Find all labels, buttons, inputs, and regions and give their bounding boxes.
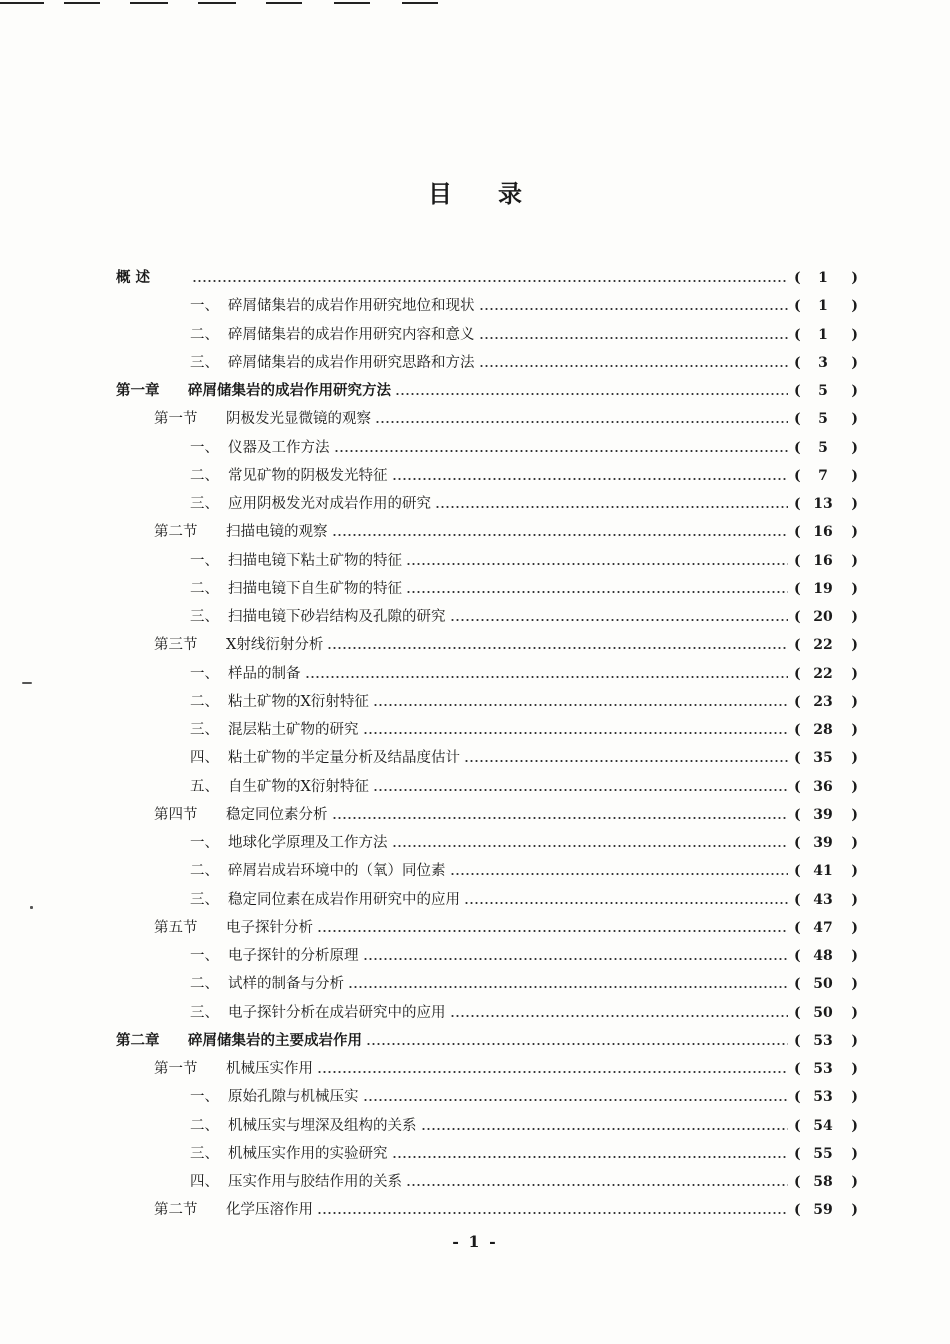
toc-entry-number: 二、 — [190, 580, 219, 597]
edge-mark — [130, 2, 168, 4]
page-value: 43 — [813, 891, 833, 908]
open-paren: ( — [794, 665, 801, 682]
page-value: 47 — [813, 919, 833, 936]
page-value: 1 — [818, 326, 828, 343]
toc-entry-number: 一、 — [190, 835, 219, 851]
toc-entry-page — [792, 1140, 858, 1168]
toc-entry-page — [792, 547, 858, 575]
close-paren: ) — [851, 863, 858, 880]
toc-entry-page — [792, 942, 858, 970]
toc-entry-number: 四、 — [190, 750, 219, 767]
toc-entry-page — [792, 744, 858, 772]
toc-entry-title: 粘土矿物的半定量分析及结晶度估计 — [228, 750, 460, 767]
close-paren: ) — [851, 298, 858, 315]
toc-entry[interactable] — [190, 660, 858, 688]
toc-entry-number: 二、 — [190, 467, 219, 484]
toc-entry-number: 五、 — [190, 778, 219, 795]
dot-leader — [479, 337, 789, 339]
open-paren: ( — [794, 693, 801, 710]
toc-entry-number: 第一节 — [154, 1061, 198, 1077]
toc-entry-page — [792, 660, 858, 688]
toc-entry-title: 电子探针分析 — [226, 919, 313, 936]
dot-leader — [421, 1128, 789, 1130]
page-value: 22 — [813, 665, 833, 682]
toc-entry-number: 概 述 — [116, 269, 151, 286]
toc-entry-title: 碎屑储集岩的成岩作用研究思路和方法 — [228, 354, 475, 371]
toc-entry[interactable] — [190, 1168, 858, 1196]
page-value: 5 — [818, 439, 828, 456]
toc-entry-page — [792, 886, 858, 914]
toc-entry-number: 三、 — [190, 1004, 219, 1021]
edge-mark — [334, 2, 370, 4]
close-paren: ) — [851, 835, 858, 851]
dot-leader — [373, 704, 788, 706]
page-value: 53 — [813, 1061, 833, 1077]
toc-entry[interactable] — [190, 886, 858, 914]
open-paren: ( — [794, 1032, 801, 1049]
toc-entry-number: 三、 — [190, 722, 219, 738]
close-paren: ) — [851, 354, 858, 371]
toc-entry-number: 二、 — [190, 326, 219, 343]
toc-entry-title: 混层粘土矿物的研究 — [228, 722, 359, 738]
toc-entry[interactable] — [154, 1055, 858, 1083]
open-paren: ( — [794, 496, 801, 512]
page-value: 28 — [813, 722, 833, 738]
toc-entry-title: 碎屑储集岩的主要成岩作用 — [188, 1031, 362, 1049]
toc-entry-number: 第一章 — [116, 382, 160, 399]
toc-entry[interactable] — [190, 1112, 858, 1140]
page-value: 53 — [813, 1089, 833, 1106]
toc-entry[interactable] — [154, 518, 858, 546]
toc-entry[interactable] — [190, 547, 858, 575]
close-paren: ) — [851, 693, 858, 710]
open-paren: ( — [794, 383, 801, 399]
toc-entry-number: 一、 — [190, 665, 219, 682]
toc-entry-number: 二、 — [190, 863, 219, 880]
page-value: 22 — [813, 637, 833, 654]
toc-entry[interactable] — [190, 970, 858, 998]
toc-entry-page — [792, 1168, 858, 1196]
toc-entry-page — [792, 462, 858, 490]
toc-entry[interactable] — [190, 292, 858, 320]
close-paren: ) — [851, 976, 858, 993]
open-paren: ( — [794, 948, 801, 964]
page-number: - 1 - — [452, 1232, 498, 1251]
edge-mark — [402, 2, 438, 4]
dot-leader — [392, 845, 789, 847]
toc-entry[interactable] — [190, 321, 858, 349]
toc-entry-page — [792, 829, 858, 857]
toc-entry[interactable] — [190, 575, 858, 603]
toc-entry-title: 应用阴极发光对成岩作用的研究 — [228, 496, 431, 512]
toc-entry-page — [792, 773, 858, 801]
dot-leader — [435, 506, 788, 508]
toc-entry[interactable] — [190, 744, 858, 772]
open-paren: ( — [794, 722, 801, 738]
close-paren: ) — [851, 609, 858, 625]
toc-entry[interactable] — [190, 829, 858, 857]
toc-entry-number: 第四节 — [154, 806, 198, 823]
close-paren: ) — [851, 1202, 858, 1219]
close-paren: ) — [851, 919, 858, 936]
page-value: 16 — [813, 552, 833, 569]
open-paren: ( — [794, 891, 801, 908]
toc-entry[interactable] — [154, 1196, 858, 1224]
toc-entry[interactable] — [190, 999, 858, 1027]
toc-entry[interactable] — [154, 801, 858, 829]
dot-leader — [395, 393, 788, 395]
open-paren: ( — [794, 919, 801, 936]
page-value: 50 — [813, 976, 833, 993]
toc-entry-number: 一、 — [190, 298, 219, 315]
toc-entry-title: 机械压实作用 — [226, 1061, 313, 1077]
scan-speck — [30, 906, 33, 909]
toc-entry-number: 三、 — [190, 1145, 219, 1162]
page-value: 39 — [813, 806, 833, 823]
dot-leader — [464, 760, 788, 762]
open-paren: ( — [794, 1089, 801, 1106]
toc-entry[interactable] — [190, 942, 858, 970]
toc-entry-title: 样品的制备 — [228, 665, 301, 682]
dot-leader — [406, 563, 788, 565]
dot-leader — [464, 902, 788, 904]
open-paren: ( — [794, 411, 801, 428]
toc-entry-title: 碎屑储集岩的成岩作用研究方法 — [188, 382, 391, 399]
toc-entry-number: 四、 — [190, 1174, 219, 1190]
page-value: 23 — [813, 693, 833, 710]
close-paren: ) — [851, 778, 858, 795]
toc-entry-title: 原始孔隙与机械压实 — [228, 1089, 359, 1106]
open-paren: ( — [794, 326, 801, 343]
close-paren: ) — [851, 496, 858, 512]
open-paren: ( — [794, 806, 801, 823]
toc-entry-number: 第二章 — [116, 1031, 160, 1049]
page-value: 13 — [813, 496, 833, 512]
dot-leader — [375, 421, 788, 423]
open-paren: ( — [794, 750, 801, 767]
toc-entry[interactable] — [190, 1140, 858, 1168]
open-paren: ( — [794, 354, 801, 371]
edge-mark — [266, 2, 302, 4]
open-paren: ( — [794, 778, 801, 795]
toc-entry-title: 稳定同位素在成岩作用研究中的应用 — [228, 891, 460, 908]
toc-entry-title: 扫描电镜下自生矿物的特征 — [228, 580, 402, 597]
page-value: 55 — [813, 1145, 833, 1162]
toc-entry-number: 三、 — [190, 354, 219, 371]
dot-leader — [392, 1156, 789, 1158]
toc-entry-number: 一、 — [190, 948, 219, 964]
page-value: 16 — [813, 524, 833, 541]
close-paren: ) — [851, 891, 858, 908]
page-value: 59 — [813, 1202, 833, 1219]
close-paren: ) — [851, 948, 858, 964]
toc-entry-title: 碎屑储集岩的成岩作用研究地位和现状 — [228, 298, 475, 315]
toc-entry-number: 三、 — [190, 496, 219, 512]
toc-entry-page — [792, 688, 858, 716]
dot-leader — [334, 450, 789, 452]
close-paren: ) — [851, 722, 858, 738]
page-value: 1 — [818, 270, 828, 286]
page-value: 58 — [813, 1174, 833, 1190]
toc-entry-page — [792, 603, 858, 631]
toc-entry-page — [792, 434, 858, 462]
toc-entry-title: 稳定同位素分析 — [226, 806, 328, 823]
open-paren: ( — [794, 439, 801, 456]
dot-leader — [392, 478, 789, 480]
toc-entry-title: 常见矿物的阴极发光特征 — [228, 467, 388, 484]
page-value: 19 — [813, 580, 833, 597]
page-value: 35 — [813, 750, 833, 767]
toc-entry-page — [792, 857, 858, 885]
toc-entry-title: 碎屑岩成岩环境中的（氧）同位素 — [228, 863, 446, 880]
toc-entry[interactable] — [154, 914, 858, 942]
page-value: 3 — [818, 354, 828, 371]
toc-entry-title: 阴极发光显微镜的观察 — [226, 411, 371, 428]
close-paren: ) — [851, 806, 858, 823]
toc-entry-number: 一、 — [190, 1089, 219, 1106]
toc-entry-title: 电子探针分析在成岩研究中的应用 — [228, 1004, 446, 1021]
toc-entry-page — [792, 801, 858, 829]
open-paren: ( — [794, 1145, 801, 1162]
page-value: 36 — [813, 778, 833, 795]
toc-entry-number: 二、 — [190, 976, 219, 993]
close-paren: ) — [851, 270, 858, 286]
close-paren: ) — [851, 439, 858, 456]
toc-entry-page — [792, 377, 858, 405]
page-value: 54 — [813, 1117, 833, 1134]
close-paren: ) — [851, 1117, 858, 1134]
open-paren: ( — [794, 1174, 801, 1190]
page-value: 1 — [818, 298, 828, 315]
dot-leader — [363, 958, 789, 960]
close-paren: ) — [851, 665, 858, 682]
edge-mark — [198, 2, 236, 4]
dot-leader — [317, 1212, 788, 1214]
page-value: 50 — [813, 1004, 833, 1021]
toc-entry-page — [792, 1027, 858, 1055]
toc-entry[interactable] — [190, 490, 858, 518]
close-paren: ) — [851, 1089, 858, 1106]
toc-entry-page — [792, 1196, 858, 1224]
toc-entry-page — [792, 405, 858, 433]
dot-leader — [450, 873, 789, 875]
open-paren: ( — [794, 1004, 801, 1021]
toc-entry-page — [792, 631, 858, 659]
toc-entry-page — [792, 575, 858, 603]
toc-entry-title: 试样的制备与分析 — [228, 976, 344, 993]
toc-entry-page — [792, 490, 858, 518]
close-paren: ) — [851, 580, 858, 597]
dot-leader — [317, 930, 788, 932]
toc-entry-title: 电子探针的分析原理 — [228, 948, 359, 964]
open-paren: ( — [794, 1061, 801, 1077]
toc-entry[interactable] — [116, 377, 858, 405]
toc-entry-title: 机械压实作用的实验研究 — [228, 1145, 388, 1162]
toc-entry[interactable] — [190, 434, 858, 462]
toc-entry-title: 碎屑储集岩的成岩作用研究内容和意义 — [228, 326, 475, 343]
page-value: 39 — [813, 835, 833, 851]
dot-leader — [373, 789, 788, 791]
toc-entry-number: 第一节 — [154, 411, 198, 428]
toc-entry-number: 二、 — [190, 1117, 219, 1134]
toc-entry-title: 自生矿物的X衍射特征 — [228, 778, 369, 795]
open-paren: ( — [794, 835, 801, 851]
toc-entry[interactable] — [190, 603, 858, 631]
close-paren: ) — [851, 637, 858, 654]
close-paren: ) — [851, 1061, 858, 1077]
dot-leader — [479, 308, 789, 310]
open-paren: ( — [794, 298, 801, 315]
toc-entry-page — [792, 1083, 858, 1111]
toc-entry-page — [792, 264, 858, 292]
close-paren: ) — [851, 326, 858, 343]
toc-entry-title: X射线衍射分析 — [226, 637, 324, 654]
close-paren: ) — [851, 1004, 858, 1021]
dot-leader — [363, 1099, 789, 1101]
close-paren: ) — [851, 1032, 858, 1049]
toc-entry[interactable] — [154, 405, 858, 433]
toc-entry-number: 第二节 — [154, 524, 198, 541]
open-paren: ( — [794, 1117, 801, 1134]
dot-leader — [192, 280, 788, 282]
close-paren: ) — [851, 411, 858, 428]
toc-entry-title: 化学压溶作用 — [226, 1202, 313, 1219]
open-paren: ( — [794, 552, 801, 569]
toc-entry-page — [792, 970, 858, 998]
toc-entry-page — [792, 1112, 858, 1140]
dot-leader — [327, 647, 788, 649]
dot-leader — [332, 534, 789, 536]
dot-leader — [363, 732, 789, 734]
toc-entry-title: 机械压实与埋深及组构的关系 — [228, 1117, 417, 1134]
toc-entry-title: 扫描电镜下粘土矿物的特征 — [228, 552, 402, 569]
dot-leader — [317, 1071, 788, 1073]
open-paren: ( — [794, 863, 801, 880]
toc-entry[interactable] — [190, 349, 858, 377]
page-value: 5 — [818, 383, 828, 399]
dot-leader — [366, 1043, 788, 1045]
toc-entry-page — [792, 518, 858, 546]
toc-entry-title: 粘土矿物的X衍射特征 — [228, 693, 369, 710]
toc-entry[interactable] — [154, 631, 858, 659]
close-paren: ) — [851, 1174, 858, 1190]
close-paren: ) — [851, 750, 858, 767]
edge-mark — [0, 2, 44, 4]
toc-entry-title: 仪器及工作方法 — [228, 439, 330, 456]
toc-entry-number: 三、 — [190, 609, 219, 625]
toc-entry-number: 第五节 — [154, 919, 198, 936]
toc-entry-number: 三、 — [190, 891, 219, 908]
dot-leader — [450, 619, 789, 621]
toc-entry[interactable] — [190, 857, 858, 885]
toc-entry-number: 第二节 — [154, 1202, 198, 1219]
page-value: 5 — [818, 411, 828, 428]
open-paren: ( — [794, 976, 801, 993]
toc-entry-page — [792, 716, 858, 744]
page-value: 7 — [818, 467, 828, 484]
dot-leader — [406, 591, 788, 593]
toc-entry-page — [792, 914, 858, 942]
open-paren: ( — [794, 637, 801, 654]
toc-entry-page — [792, 999, 858, 1027]
page-value: 48 — [813, 948, 833, 964]
toc-entry[interactable] — [190, 688, 858, 716]
dot-leader — [450, 1015, 789, 1017]
toc-entry-number: 一、 — [190, 552, 219, 569]
page-value: 20 — [813, 609, 833, 625]
toc-entry-title: 扫描电镜的观察 — [226, 524, 328, 541]
dot-leader — [305, 676, 789, 678]
scan-speck — [22, 682, 32, 684]
top-edge-marks — [0, 0, 950, 10]
toc-entry-number: 第三节 — [154, 637, 198, 654]
dot-leader — [479, 365, 789, 367]
page-title: 目录 — [428, 179, 568, 208]
open-paren: ( — [794, 580, 801, 597]
toc-entry-number: 二、 — [190, 693, 219, 710]
toc-entry-title: 扫描电镜下砂岩结构及孔隙的研究 — [228, 609, 446, 625]
page-value: 41 — [813, 863, 833, 880]
open-paren: ( — [794, 1202, 801, 1219]
close-paren: ) — [851, 524, 858, 541]
toc-entry[interactable] — [190, 773, 858, 801]
open-paren: ( — [794, 524, 801, 541]
toc-entry[interactable] — [116, 1027, 858, 1055]
toc-entry[interactable] — [116, 264, 858, 292]
dot-leader — [348, 986, 788, 988]
open-paren: ( — [794, 467, 801, 484]
close-paren: ) — [851, 552, 858, 569]
toc-entry[interactable] — [190, 716, 858, 744]
toc-entry[interactable] — [190, 462, 858, 490]
toc-entry-title: 压实作用与胶结作用的关系 — [228, 1174, 402, 1190]
open-paren: ( — [794, 270, 801, 286]
dot-leader — [406, 1184, 788, 1186]
dot-leader — [332, 817, 789, 819]
close-paren: ) — [851, 1145, 858, 1162]
toc-entry-page — [792, 349, 858, 377]
open-paren: ( — [794, 609, 801, 625]
close-paren: ) — [851, 383, 858, 399]
toc-entry-number: 一、 — [190, 439, 219, 456]
toc-entry-title: 地球化学原理及工作方法 — [228, 835, 388, 851]
close-paren: ) — [851, 467, 858, 484]
toc-entry-page — [792, 1055, 858, 1083]
edge-mark — [64, 2, 100, 4]
page-value: 53 — [813, 1032, 833, 1049]
toc-entry-page — [792, 321, 858, 349]
toc-entry-page — [792, 292, 858, 320]
toc-entry[interactable] — [190, 1083, 858, 1111]
